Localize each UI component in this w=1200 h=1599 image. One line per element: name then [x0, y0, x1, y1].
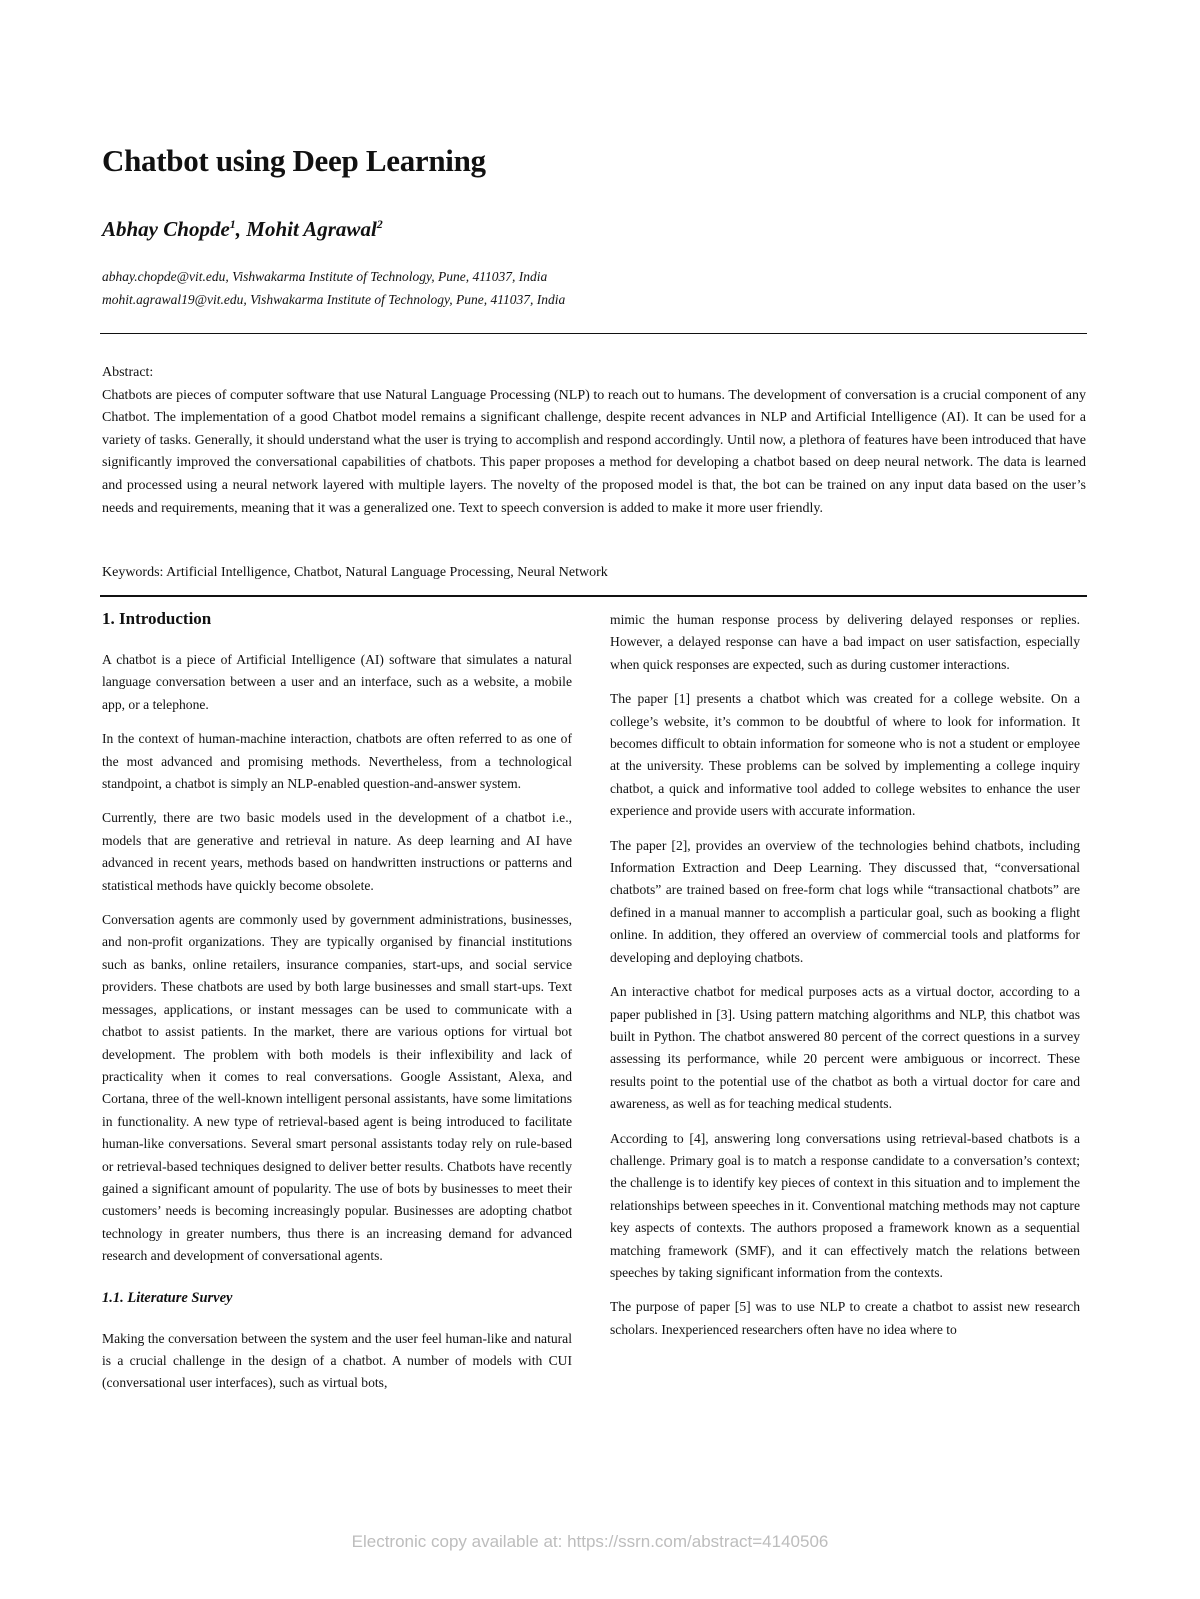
- body-paragraph: An interactive chatbot for medical purposes acts as a virtual doctor, according to a paper published in [3]. Using pattern matching algorithms and NLP, this chatbot was built in Python. The chatbot answered 80 percent of the correct questions in a survey assessing its performance, while 20 percent were ambiguous or incorrect. These results point to the potential use of the chatbot as both a virtual doctor for care and awareness, as well as for teaching medical students.: [610, 984, 1080, 1112]
- divider: [100, 595, 1087, 597]
- abstract: [102, 362, 1086, 520]
- body-paragraph: According to [4], answering long conversations using retrieval-based chatbots is a challenge. Primary goal is to match a response candidate to a conversation’s context; the challenge is to identify key pieces of context in this situation and to implement the relationships between speeches in it. Conventional matching methods may not capture key aspects of contexts. The authors proposed a framework known as a sequential matching framework (SMF), and it can effectively match the relations between speeches by taking significant information from the contexts.: [610, 1130, 1080, 1280]
- section-heading: 1. Introduction: [102, 609, 212, 628]
- abstract-label: Abstract:: [102, 365, 154, 380]
- author-name: Mohit Agrawal: [246, 217, 377, 241]
- divider: [100, 333, 1087, 334]
- right-column: [610, 609, 1080, 1353]
- author-separator: ,: [235, 217, 247, 241]
- body-paragraph: Making the conversation between the system and the user feel human-like and natural is a crucial challenge in the design of a chatbot. A number of models with CUI (conversational user interfaces), such as virtual bots,: [102, 1330, 572, 1391]
- body-paragraph: In the context of human-machine interaction, chatbots are often referred to as one of the most advanced and promising methods. Nevertheless, from a technological standpoint, a chatbot is simply an NLP-enabled question-and-answer system.: [102, 731, 572, 792]
- author-superscript: 1: [229, 217, 236, 231]
- affiliation-line: abhay.chopde@vit.edu, Vishwakarma Institute of Technology, Pune, 411037, India: [102, 269, 548, 284]
- left-column: [102, 607, 572, 1407]
- body-paragraph: mimic the human response process by delivering delayed responses or replies. However, a delayed response can have a bad impact on user satisfaction, especially when quick responses are expected, such as during customer interactions.: [610, 612, 1080, 672]
- body-paragraph: Currently, there are two basic models used in the development of a chatbot i.e., models that are generative and retrieval in nature. As deep learning and AI have advanced in recent years, methods based on handwritten instructions or patterns and statistical methods have quickly become obsolete.: [102, 810, 572, 893]
- body-paragraph: The paper [1] presents a chatbot which was created for a college website. On a college’s website, it’s common to be doubtful of where to look for information. It becomes difficult to obtain information for someone who is not a student or employee at the university. These problems can be solved by implementing a college inquiry chatbot, a quick and informative tool added to college websites to enhance the user experience and provide users with accurate information.: [610, 691, 1080, 819]
- author-name: Abhay Chopde: [102, 217, 230, 241]
- abstract-text: Chatbots are pieces of computer software that use Natural Language Processing (NLP) to reach out to humans. The development of conversation is a crucial component of any Chatbot. The implementation of a good Chatbot model remains a significant challenge, despite recent advances in NLP and Artificial Intelligence (AI). It can be used for a variety of tasks. Generally, it should understand what the user is trying to accomplish and respond accordingly. Until now, a plethora of features have been introduced that have significantly improved the conversational capabilities of chatbots. This paper proposes a method for developing a chatbot based on deep neural network. The data is learned and processed using a neural network layered with multiple layers. The novelty of the proposed model is that, the bot can be trained on any input data based on the user’s needs and requirements, meaning that it was a generalized one. Text to speech conversion is added to make it more user friendly.: [102, 387, 1086, 516]
- author-superscript: 2: [376, 217, 383, 231]
- body-paragraph: A chatbot is a piece of Artificial Intelligence (AI) software that simulates a natural language conversation between a user and an interface, such as a website, a mobile app, or a telephone.: [102, 652, 572, 712]
- subsection-heading: 1.1. Literature Survey: [102, 1289, 233, 1306]
- body-paragraph: The paper [2], provides an overview of the technologies behind chatbots, including Information Extraction and Deep Learning. They discussed that, “conversational chatbots” are trained based on free-form chat logs while “transactional chatbots” are defined in a manual manner to accomplish a particular goal, such as booking a flight online. In addition, they offered an overview of commercial tools and platforms for developing and deploying chatbots.: [610, 837, 1080, 965]
- affiliation-line: mohit.agrawal19@vit.edu, Vishwakarma Institute of Technology, Pune, 411037, India: [102, 292, 566, 307]
- ssrn-footer-watermark: Electronic copy available at: https://ssrn.com/abstract=4140506: [351, 1532, 829, 1551]
- body-paragraph: Conversation agents are commonly used by government administrations, businesses, and non-profit organizations. They are typically organised by financial institutions such as banks, online retailers, insurance companies, start-ups, and social service providers. These chatbots are used by both large businesses and small start-ups. Text messages, applications, or instant messages can be used to communicate with a chatbot to assist patients. In the market, there are various options for virtual bot development. The problem with both models is their inflexibility and lack of practicality when it comes to real conversations. Google Assistant, Alexa, and Cortana, three of the well-known intelligent personal assistants, have some limitations in functionality. A new type of retrieval-based agent is being introduced to facilitate human-like conversations. Several smart personal assistants today rely on rule-based or retrieval-based techniques designed to deliver better results. Chatbots have recently gained a significant amount of popularity. The use of bots by businesses to meet their customers’ needs is becoming increasingly popular. Businesses are adopting chatbot technology in greater numbers, thus there is an increasing demand for advanced research and development of conversational agents.: [102, 912, 572, 1264]
- paper-title: Chatbot using Deep Learning: [102, 143, 486, 178]
- body-paragraph: The purpose of paper [5] was to use NLP to create a chatbot to assist new research scholars. Inexperienced researchers often have no idea where to: [610, 1299, 1080, 1337]
- author-list: [102, 217, 383, 242]
- keywords: Keywords: Artificial Intelligence, Chatbot, Natural Language Processing, Neural Network: [102, 565, 608, 580]
